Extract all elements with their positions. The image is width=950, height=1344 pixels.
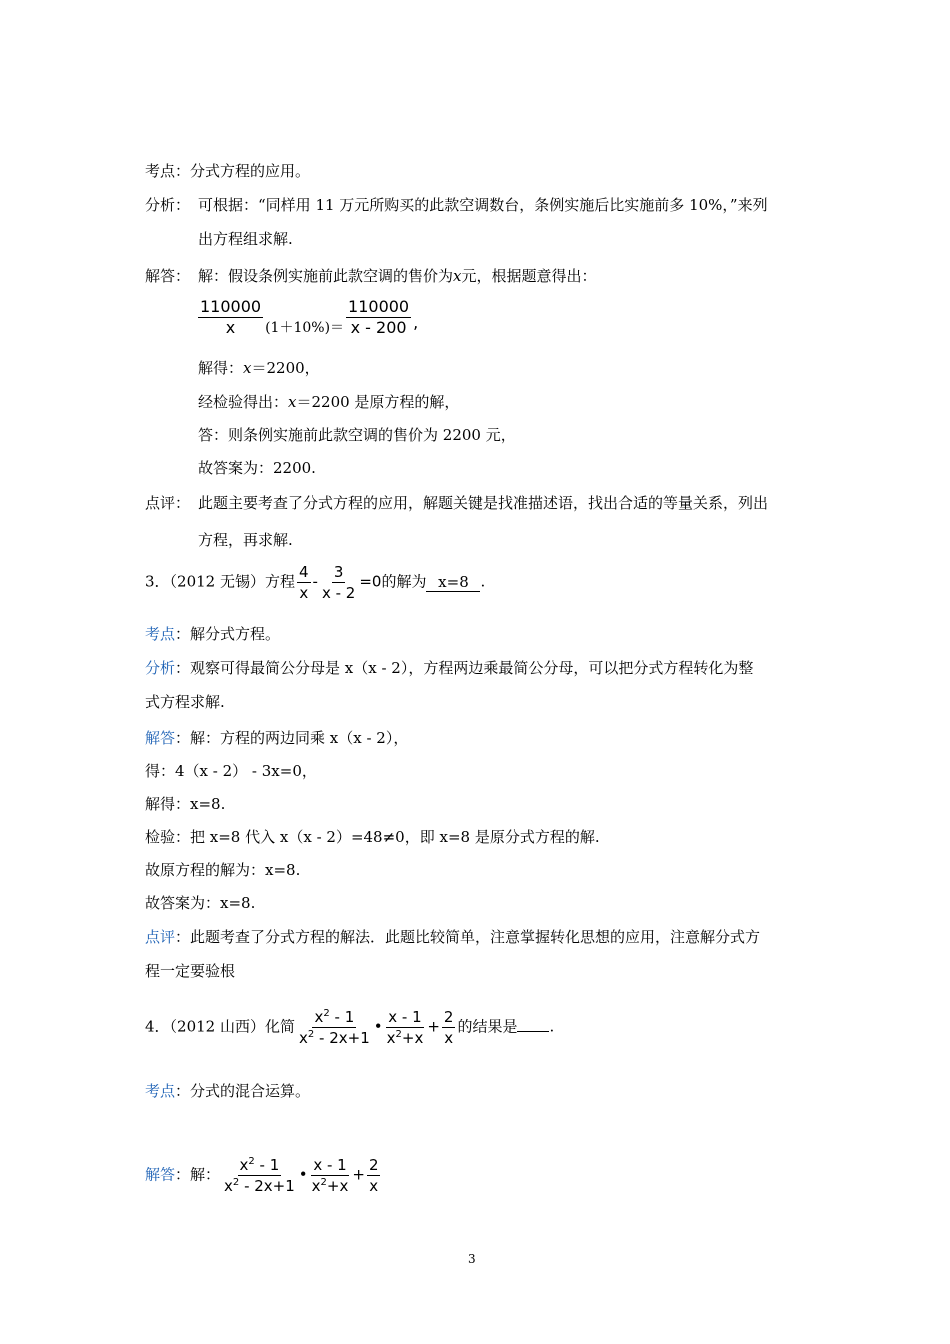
fenxi-text: ：观察可得最简公分母是 x（x - 2），方程两边乘最简公分母，可以把分式方程转化为整	[175, 659, 754, 677]
fraction-3-over-x-2	[320, 563, 357, 602]
jieda-line-4	[145, 1156, 382, 1195]
answer-blank: x=8	[426, 573, 480, 592]
kaodian-line-4	[145, 1081, 310, 1101]
exponent: 2	[323, 1008, 330, 1019]
kaodian-line-3	[145, 624, 280, 644]
term: x	[386, 1029, 396, 1047]
question-number: 4．（2012 山西）化简	[145, 1017, 295, 1036]
question-tail: 的结果是	[457, 1017, 518, 1036]
fenxi-line-2b: 出方程组求解.	[198, 230, 293, 248]
kaodian-text: ：分式的混合运算。	[175, 1082, 311, 1100]
term: - 1	[329, 1008, 355, 1026]
equation-tail: =0的解为	[359, 572, 427, 591]
jieda-text-tail: 元，根据题意得出：	[461, 267, 597, 285]
variable-x: x	[243, 359, 252, 377]
minus-sign: -	[312, 572, 318, 591]
variable-x: x	[288, 393, 297, 411]
fraction-numerator: 4	[299, 563, 309, 581]
kaodian-line-2	[145, 161, 310, 181]
term: - 2x+1	[239, 1177, 295, 1195]
kaodian-label: 考点：	[145, 162, 191, 180]
jieda-line-3	[145, 728, 408, 748]
exponent: 2	[248, 1156, 255, 1167]
kaodian-text: ：解分式方程。	[175, 625, 281, 643]
fraction-numerator: 110000	[348, 297, 410, 316]
term: - 2x+1	[314, 1029, 370, 1047]
dianping-line-3b: 程一定要验根	[145, 962, 236, 980]
fenxi-label: 分析	[145, 659, 176, 677]
step-text-tail: ＝2200 是原方程的解，	[296, 393, 460, 411]
dianping-text: ：此题考查了分式方程的解法．此题比较简单，注意掌握转化思想的应用，注意解分式方	[175, 928, 761, 946]
page-number: 3	[468, 1252, 476, 1266]
term: x	[224, 1177, 233, 1195]
solution-line-3: 检验：把 x=8 代入 x（x - 2）=48≠0，即 x=8 是原分式方程的解.	[145, 828, 600, 846]
fraction-110000-over-x-200	[346, 298, 411, 337]
step-text: 解得：	[198, 359, 244, 377]
fraction-3	[442, 1008, 456, 1047]
jieda-label: 解答：	[145, 267, 191, 285]
fraction-2	[385, 1008, 426, 1047]
exponent: 2	[307, 1029, 315, 1040]
fraction-denominator: x	[299, 584, 309, 602]
question-number: 3．（2012 无锡）方程	[145, 572, 295, 591]
fraction-denominator: x	[369, 1177, 379, 1195]
term: +x	[401, 1029, 424, 1047]
exponent: 2	[232, 1177, 240, 1188]
term: x	[299, 1029, 308, 1047]
equation-s2	[196, 298, 418, 337]
fenxi-line-3a	[145, 658, 753, 678]
question-3	[145, 563, 485, 602]
fraction-numerator: x - 1	[388, 1008, 422, 1026]
fenxi-line-3b: 式方程求解.	[145, 693, 225, 711]
step-text: 经检验得出：	[198, 393, 289, 411]
fraction-denominator: x	[444, 1029, 454, 1047]
kaodian-text: 分式方程的应用。	[190, 162, 311, 180]
fenxi-text: 可根据：“同样用 11 万元所购买的此款空调数台，条例实施后比实施前多 10%，”来列	[198, 196, 768, 214]
answer-blank	[517, 1015, 549, 1032]
fraction-numerator: 2	[368, 1156, 379, 1174]
step-check	[198, 392, 459, 412]
jieda-text: ：解：方程的两边同乘 x（x - 2），	[175, 729, 409, 747]
question-end: .	[549, 1017, 555, 1036]
fraction-2	[310, 1156, 351, 1195]
fraction-110000-over-x	[198, 298, 263, 337]
fenxi-line-2a	[145, 195, 768, 215]
jieda-label: 解答	[145, 1165, 176, 1184]
fraction-1	[297, 1008, 372, 1047]
multiply-dot: •	[298, 1165, 308, 1184]
plus-sign: +	[352, 1165, 365, 1184]
fraction-denominator	[222, 1176, 297, 1195]
plus-sign: +	[427, 1017, 440, 1036]
exponent: 2	[395, 1029, 402, 1040]
fenxi-label: 分析：	[145, 196, 191, 214]
jieda-label: 解答	[145, 729, 176, 747]
term: x	[239, 1156, 249, 1174]
fraction-denominator	[297, 1028, 372, 1047]
term: x	[311, 1177, 321, 1195]
dianping-label: 点评	[145, 928, 176, 946]
fraction-numerator: x - 1	[313, 1156, 347, 1174]
equation-comma: ,	[413, 313, 419, 332]
kaodian-label: 考点	[145, 1082, 176, 1100]
solution-line-5: 故答案为：x=8.	[145, 894, 256, 912]
fraction-numerator: 110000	[200, 297, 262, 316]
step-text-tail: ＝2200，	[251, 359, 320, 377]
dianping-text: 此题主要考查了分式方程的应用，解题关键是找准描述语，找出合适的等量关系，列出	[198, 494, 769, 512]
fraction-3	[367, 1156, 381, 1195]
term: - 1	[254, 1156, 280, 1174]
dianping-line-2a	[145, 493, 768, 513]
dianping-line-2b: 方程，再求解.	[198, 531, 293, 549]
fraction-numerator	[312, 1008, 356, 1028]
jieda-line-2	[145, 266, 597, 286]
fraction-numerator: 2	[443, 1008, 454, 1026]
jieda-text: ：解：	[175, 1165, 221, 1184]
solution-line-1: 得：4（x - 2） - 3x=0，	[145, 762, 317, 780]
solution-line-2: 解得：x=8.	[145, 795, 226, 813]
dianping-label: 点评：	[145, 494, 191, 512]
equation-middle: (1＋10%)＝	[265, 320, 345, 336]
fraction-denominator: x - 200	[350, 318, 407, 337]
dianping-line-3a	[145, 927, 760, 947]
term: x	[314, 1008, 324, 1026]
question-end: .	[480, 572, 486, 591]
fraction-1	[222, 1156, 297, 1195]
solution-line-4: 故原方程的解为：x=8.	[145, 861, 301, 879]
fraction-denominator	[310, 1176, 351, 1195]
fraction-denominator	[385, 1028, 426, 1047]
fraction-numerator	[238, 1156, 282, 1176]
fraction-denominator: x - 2	[321, 584, 356, 602]
fraction-numerator: 3	[333, 563, 344, 581]
question-4	[145, 1008, 554, 1047]
fraction-denominator: x	[225, 318, 236, 337]
exponent: 2	[320, 1177, 327, 1188]
term: +x	[326, 1177, 349, 1195]
step-solve	[198, 358, 320, 378]
kaodian-label: 考点	[145, 625, 176, 643]
jieda-text: 解：假设条例实施前此款空调的售价为	[198, 267, 454, 285]
variable-x: x	[453, 267, 462, 285]
step-answer: 答：则条例实施前此款空调的售价为 2200 元，	[198, 426, 516, 444]
step-final: 故答案为：2200.	[198, 459, 316, 477]
multiply-dot: •	[373, 1017, 383, 1036]
fraction-4-over-x	[297, 563, 311, 602]
